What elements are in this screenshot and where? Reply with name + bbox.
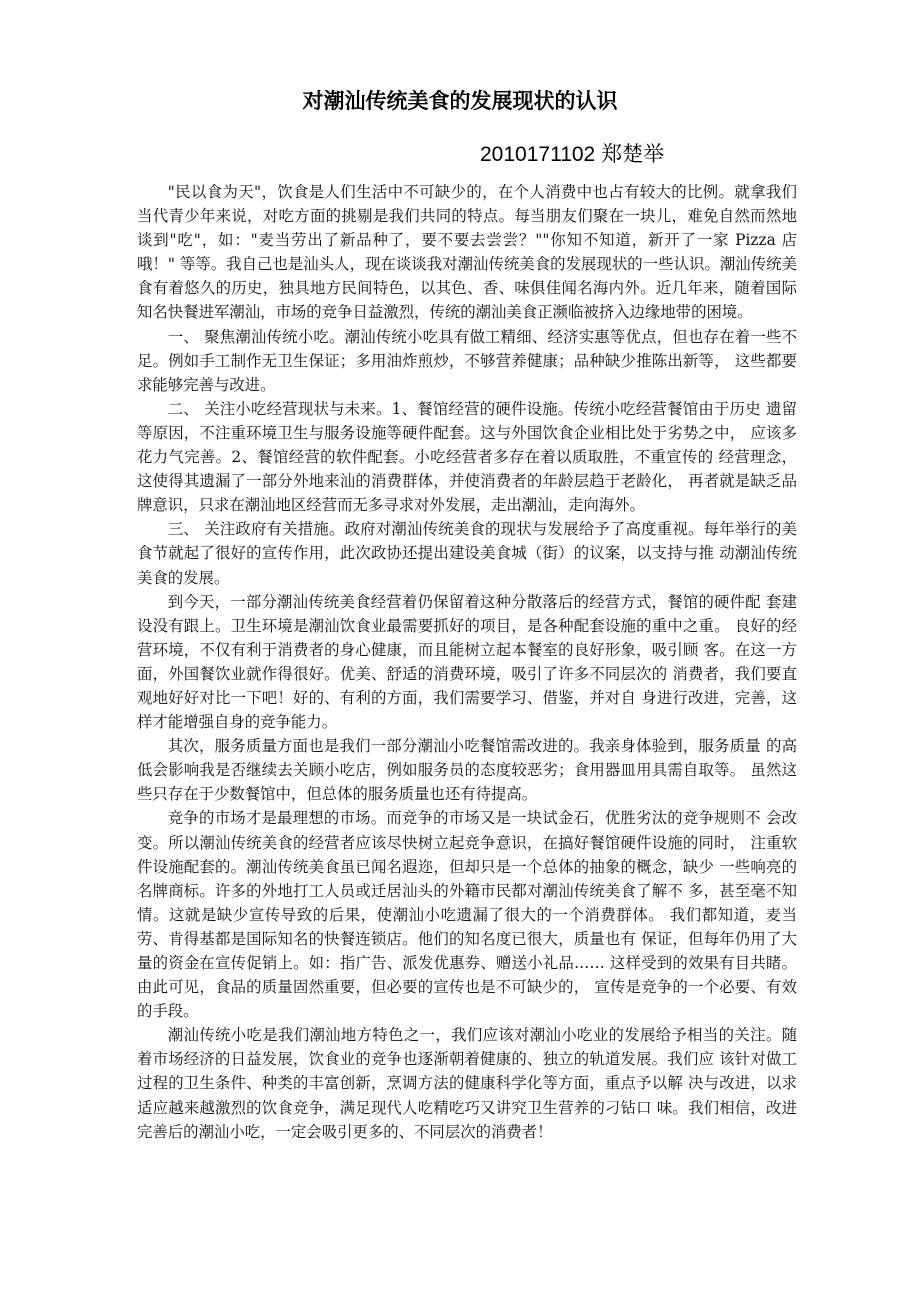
paragraph-hardware: 到今天，一部分潮汕传统美食经营着仍保留着这种分散落后的经营方式，餐馆的硬件配 套建设没有跟上。卫生环境是潮汕饮食业最需要抓好的项目，是各种配套设施的重中之重。 良好的经营环境，不仅有利于消费者的身心健康，而且能树立起本餐室的良好形象，吸引顾 客。在这一方面，外国餐饮业就作得很好。优美、舒适的消费环境，吸引了许多不同层次的 消费者，我们要直观地好好对比一下吧！好的、有利的方面，我们需要学习、借鉴，并对自 身进行改进，完善，这样才能增强自身的竞争能力。 — [137, 592, 797, 732]
paragraph-conclusion: 潮汕传统小吃是我们潮汕地方特色之一，我们应该对潮汕小吃业的发展给予相当的关注。随着市场经济的日益发展，饮食业的竞争也逐渐朝着健康的、独立的轨道发展。我们应 该针对做工过程的卫生条件、种类的丰富创新，烹调方法的健康科学化等方面，重点予以解 决与改进，以求适应越来越激烈的饮食竞争，满足现代人吃精吃巧又讲究卫生营养的刁钻口 味。我们相信，改进完善后的潮汕小吃，一定会吸引更多的、不同层次的消费者！ — [137, 1026, 797, 1141]
paragraph-section-3: 三、 关注政府有关措施。政府对潮汕传统美食的现状与发展给予了高度重视。每年举行的美食节就起了很好的宣传作用，此次政协还提出建设美食城（街）的议案，以支持与推 动潮汕传统美食的发展。 — [137, 520, 797, 587]
document-body — [137, 180, 797, 1144]
author-line: 2010171102 郑楚举 — [480, 143, 665, 166]
paragraph-section-1: 一、 聚焦潮汕传统小吃。潮汕传统小吃具有做工精细、经济实惠等优点，但也存在着一些不足。例如手工制作无卫生保证；多用油炸煎炒，不够营养健康；品种缺少推陈出新等， 这些都要求能够完善与改进。 — [137, 327, 797, 394]
paragraph-competition: 竞争的市场才是最理想的市场。而竞争的市场又是一块试金石，优胜劣汰的竞争规则不 会改变。所以潮汕传统美食的经营者应该尽快树立起竞争意识，在搞好餐馆硬件设施的同时， 注重软件设施配套的。潮汕传统美食虽已闻名遐迩，但却只是一个总体的抽象的概念，缺少 一些响亮的名牌商标。许多的外地打工人员或迁居汕头的外籍市民都对潮汕传统美食了解不 多，甚至毫不知情。这就是缺少宣传导致的后果，使潮汕小吃遗漏了很大的一个消费群体。 我们都知道，麦当劳、肯得基都是国际知名的快餐连锁店。他们的知名度已很大，质量也有 保证，但每年仍用了大量的资金在宣传促销上。如：指广告、派发优惠券、赠送小礼品…… 这样受到的效果有目共睹。由此可见，食品的质量固然重要，但必要的宣传也是不可缺少的， 宣传是竞争的一个必要、有效的手段。 — [137, 809, 797, 1021]
document-title: 对潮汕传统美食的发展现状的认识 — [302, 89, 618, 113]
paragraph-service: 其次，服务质量方面也是我们一部分潮汕小吃餐馆需改进的。我亲身体验到，服务质量 的高低会影响我是否继续去关顾小吃店，例如服务员的态度较恶劣；食用器皿用具需自取等。 虽然这些只存在于少数餐馆中，但总体的服务质量也还有待提高。 — [137, 737, 797, 804]
paragraph-intro: "民以食为天"，饮食是人们生活中不可缺少的，在个人消费中也占有较大的比例。就拿我们当代青少年来说，对吃方面的挑剔是我们共同的特点。每当朋友们聚在一块儿，难免自然而然地谈到"吃"，如："麦当劳出了新品种了，要不要去尝尝？""你知不知道，新开了一家 Pizza 店哦！" 等等。我自己也是汕头人，现在谈谈我对潮汕传统美食的发展现状的一些认识。潮汕传统美食有着悠久的历史，独具地方民间特色，以其色、香、味俱佳闻名海内外。近几年来，随着国际知名快餐进军潮汕，市场的竞争日益激烈，传统的潮汕美食正濒临被挤入边缘地带的困境。 — [137, 183, 797, 322]
paragraph-section-2: 二、 关注小吃经营现状与未来。1、餐馆经营的硬件设施。传统小吃经营餐馆由于历史 遗留等原因，不注重环境卫生与服务设施等硬件配套。这与外国饮食企业相比处于劣势之中， 应该多花力气完善。2、餐馆经营的软件配套。小吃经营者多存在着以质取胜，不重宣传的 经营理念，这使得其遗漏了一部分外地来汕的消费群体，并使消费者的年龄层趋于老龄化， 再者就是缺乏品牌意识，只求在潮汕地区经营而无多寻求对外发展，走出潮汕，走向海外。 — [137, 399, 797, 515]
